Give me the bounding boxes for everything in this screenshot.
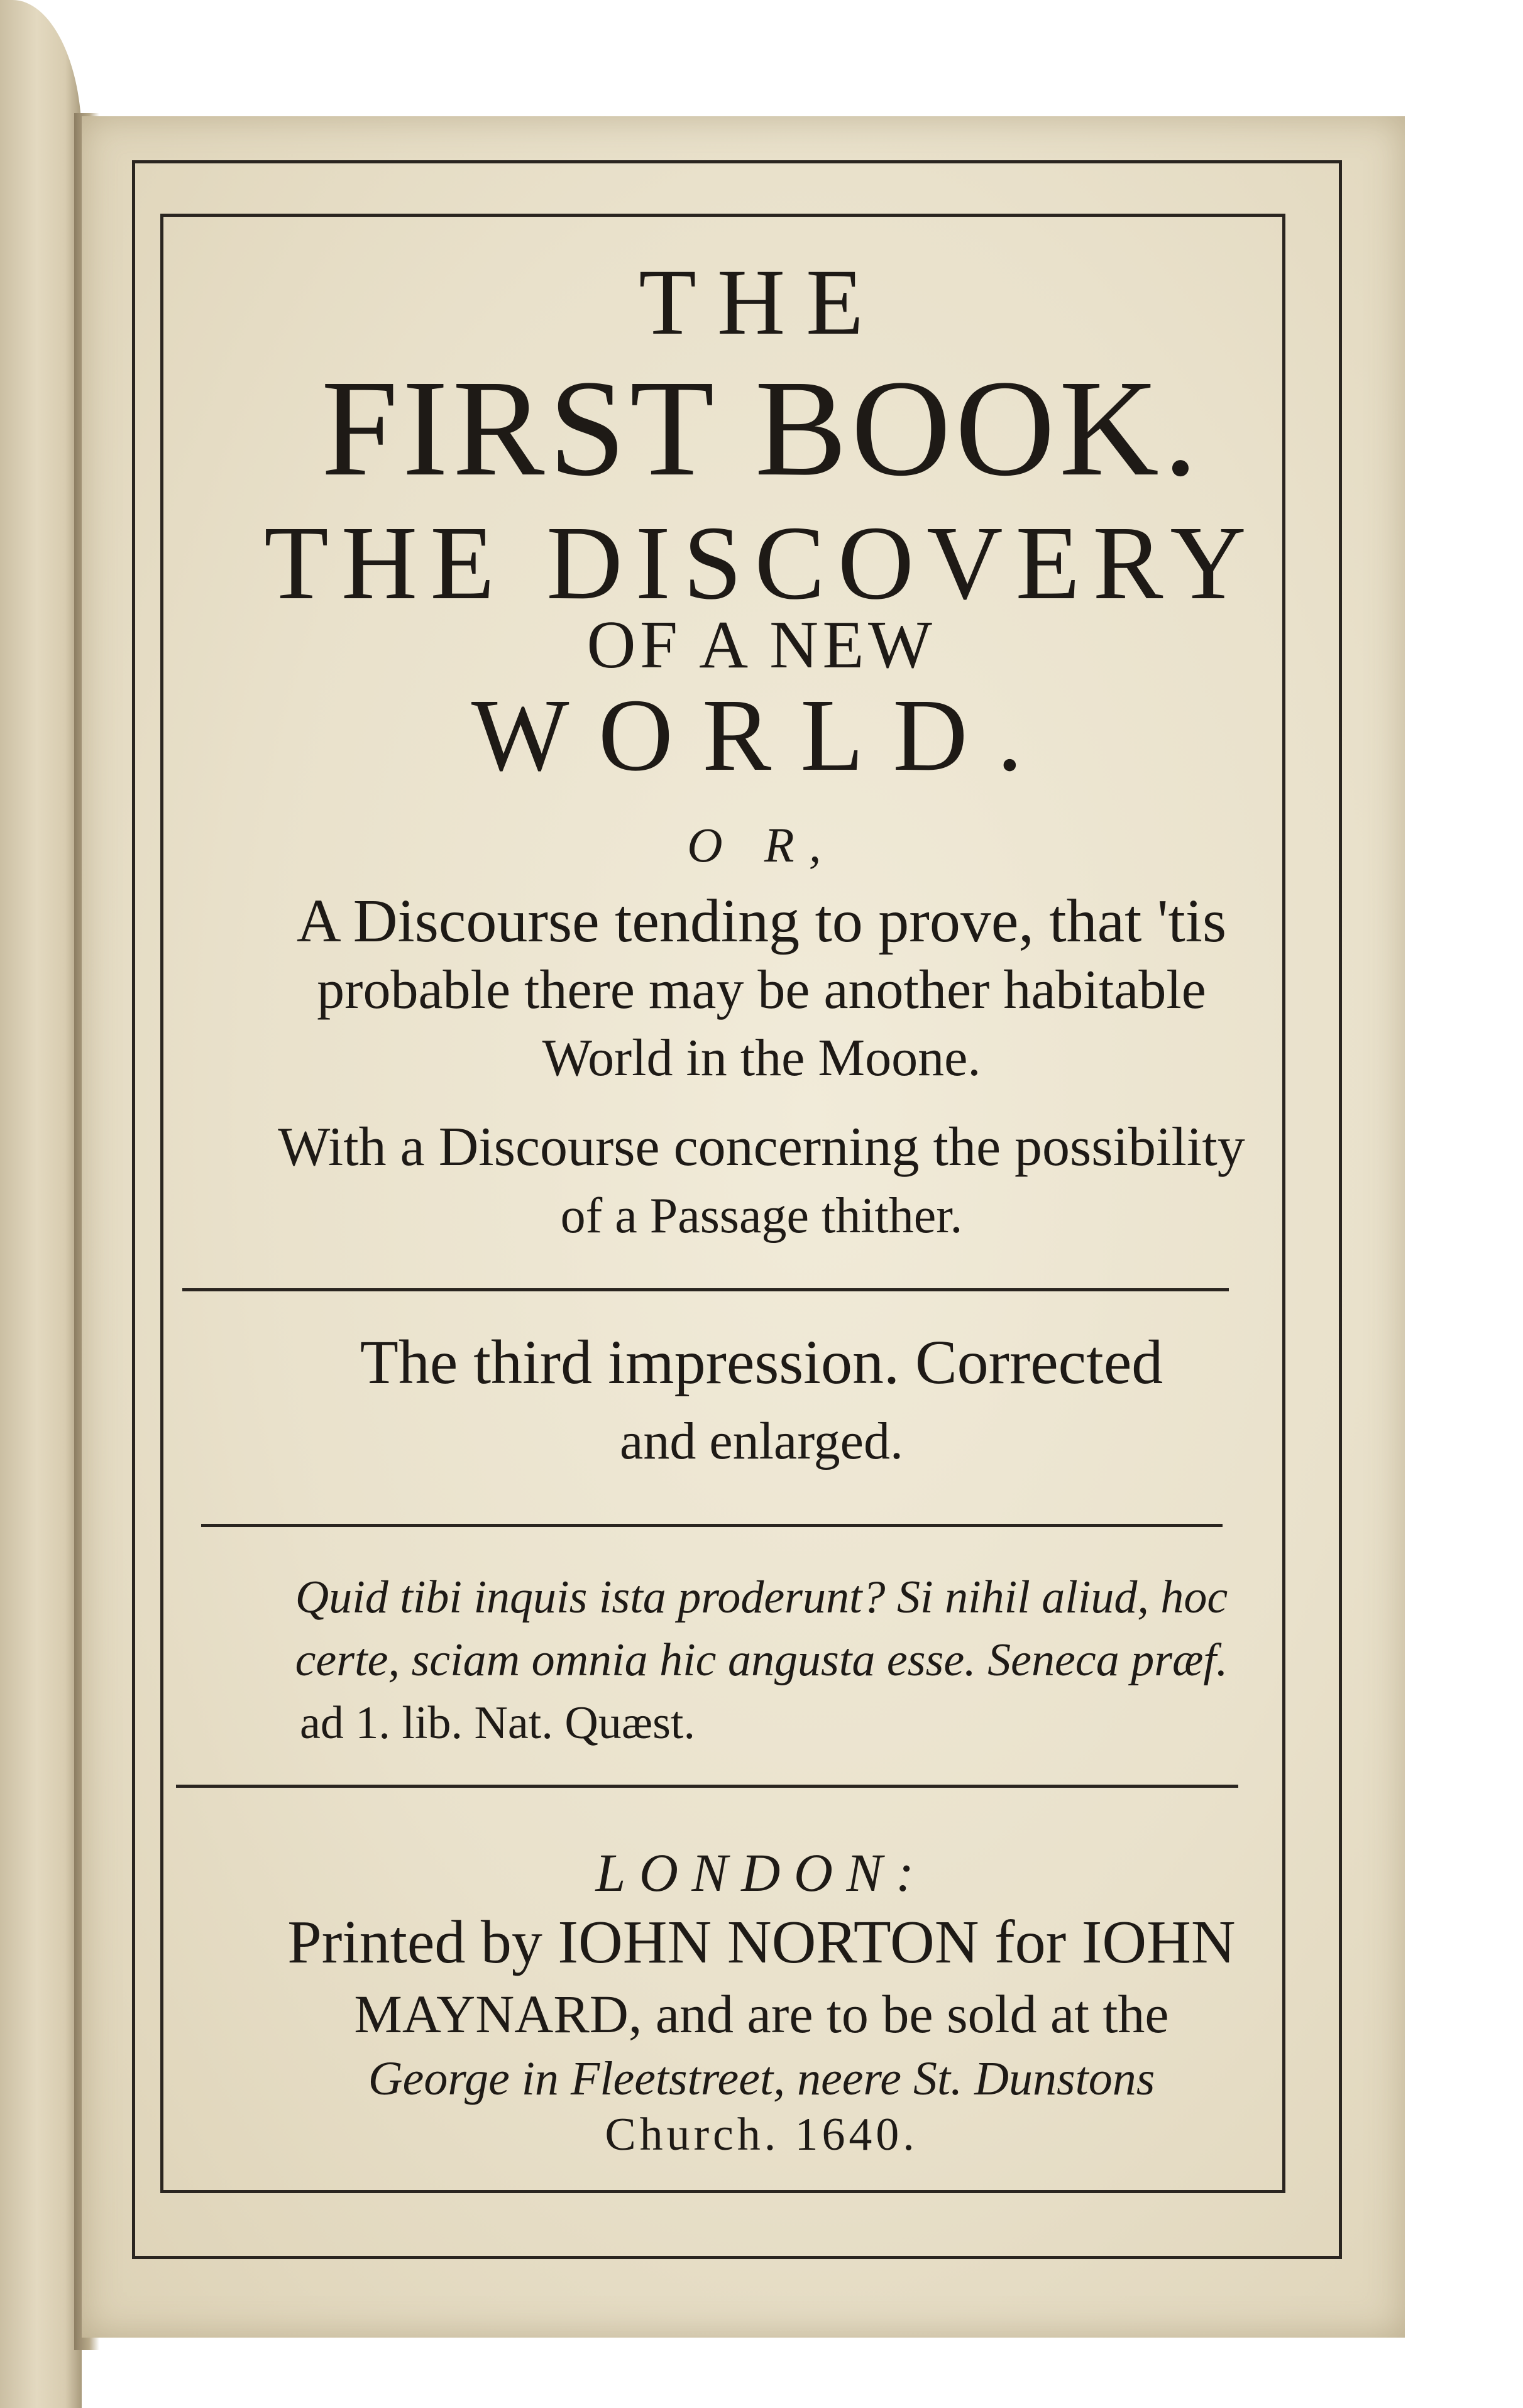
divider-rule-1 xyxy=(182,1288,1229,1291)
subtitle-line-3: World in the Moone. xyxy=(542,1029,981,1087)
divider-rule-2 xyxy=(201,1524,1223,1527)
title-line-the: THE xyxy=(639,250,884,354)
title-line-of-a-new: OF A NEW xyxy=(586,608,937,682)
divider-rule-3 xyxy=(176,1785,1238,1788)
title-line-first-book: FIRST BOOK. xyxy=(321,351,1202,505)
subtitle-line-1: A Discourse tending to prove, that 'tis xyxy=(296,887,1227,955)
quote-line-2: certe, sciam omnia hic angusta esse. Seneca præf. xyxy=(295,1634,1228,1686)
imprint-line-2: Printed by IOHN NORTON for IOHN xyxy=(287,1908,1236,1976)
or-line: O R, xyxy=(687,818,836,872)
imprint-line-4: George in Fleetstreet, neere St. Dunstons xyxy=(368,2052,1155,2105)
edition-line-2: and enlarged. xyxy=(620,1412,903,1470)
subtitle-line-5: of a Passage thither. xyxy=(560,1188,963,1244)
subtitle-line-2: probable there may be another habitable xyxy=(317,960,1206,1021)
imprint-line-3: MAYNARD, and are to be sold at the xyxy=(354,1984,1169,2044)
subtitle-line-4: With a Discourse concerning the possibility xyxy=(278,1117,1245,1178)
imprint-line-5: Church. 1640. xyxy=(605,2109,918,2160)
imprint-line-london: LONDON: xyxy=(595,1842,928,1903)
quote-line-1: Quid tibi inquis ista proderunt? Si nihil aliud, hoc xyxy=(295,1572,1228,1623)
title-line-world: WORLD. xyxy=(471,677,1052,792)
edition-line-1: The third impression. Corrected xyxy=(360,1327,1163,1397)
quote-line-3: ad 1. lib. Nat. Quæst. xyxy=(300,1697,695,1749)
title-line-discovery: THE DISCOVERY xyxy=(264,505,1259,621)
